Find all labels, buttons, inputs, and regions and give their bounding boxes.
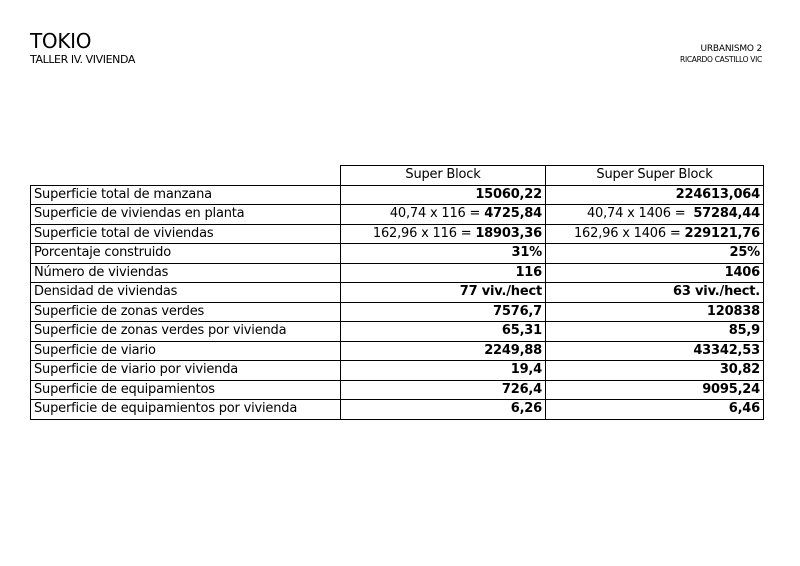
course-info	[680, 44, 762, 65]
table-row	[31, 205, 764, 225]
super-super-block-value	[546, 341, 764, 361]
row-label: Porcentaje construido	[31, 244, 341, 264]
result-value: 726,4	[501, 381, 542, 397]
super-block-value	[341, 361, 546, 381]
table-row	[31, 263, 764, 283]
row-label: Superficie total de viviendas	[31, 224, 341, 244]
row-label: Superficie de viviendas en planta	[31, 205, 341, 225]
super-super-block-value	[546, 380, 764, 400]
super-block-value	[341, 244, 546, 264]
table-row	[31, 322, 764, 342]
result-value: 63 viv./hect.	[673, 284, 760, 300]
super-super-block-value	[546, 185, 764, 205]
formula-text: 162,96 x 116 =	[372, 225, 476, 241]
super-super-block-value	[546, 322, 764, 342]
result-value: 1406	[724, 264, 760, 280]
result-value: 65,31	[501, 323, 542, 339]
row-label: Superficie de equipamientos por vivienda	[31, 400, 341, 420]
result-value: 6,46	[728, 401, 760, 417]
table-row	[31, 380, 764, 400]
formula-text: 162,96 x 1406 =	[573, 225, 685, 241]
author-name: RICARDO CASTILLO VIC	[680, 55, 762, 64]
row-label: Superficie de viario por vivienda	[31, 361, 341, 381]
result-value: 2249,88	[484, 342, 542, 358]
super-super-block-value	[546, 244, 764, 264]
page-subtitle: TALLER IV. VIVIENDA	[30, 53, 135, 66]
header-blank-cell	[31, 166, 341, 186]
row-label: Superficie de zonas verdes por vivienda	[31, 322, 341, 342]
super-super-block-value	[546, 224, 764, 244]
column-header-super-block: Super Block	[341, 166, 546, 186]
super-super-block-value	[546, 361, 764, 381]
super-block-value	[341, 185, 546, 205]
row-label: Superficie de equipamientos	[31, 380, 341, 400]
comparison-table	[30, 165, 764, 420]
super-block-value	[341, 380, 546, 400]
table-row	[31, 224, 764, 244]
row-label: Número de viviendas	[31, 263, 341, 283]
result-value: 6,26	[510, 401, 542, 417]
super-super-block-value	[546, 302, 764, 322]
result-value: 4725,84	[484, 206, 542, 222]
row-label: Densidad de viviendas	[31, 283, 341, 303]
table-row	[31, 361, 764, 381]
result-value: 19,4	[510, 362, 542, 378]
course-name: URBANISMO 2	[700, 44, 762, 54]
table-header-row	[31, 166, 764, 186]
result-value: 7576,7	[493, 303, 542, 319]
result-value: 30,82	[719, 362, 760, 378]
super-super-block-value	[546, 205, 764, 225]
row-label: Superficie de zonas verdes	[31, 302, 341, 322]
result-value: 15060,22	[475, 186, 542, 202]
result-value: 120838	[706, 303, 760, 319]
table-row	[31, 400, 764, 420]
result-value: 229121,76	[684, 225, 760, 241]
result-value: 25%	[729, 245, 760, 261]
super-block-value	[341, 263, 546, 283]
formula-text: 40,74 x 1406 =	[586, 206, 694, 222]
row-label: Superficie total de manzana	[31, 185, 341, 205]
super-block-value	[341, 224, 546, 244]
table-row	[31, 283, 764, 303]
table-row	[31, 244, 764, 264]
super-super-block-value	[546, 263, 764, 283]
table-row	[31, 185, 764, 205]
table-row	[31, 341, 764, 361]
result-value: 31%	[511, 245, 542, 261]
row-label: Superficie de viario	[31, 341, 341, 361]
super-super-block-value	[546, 400, 764, 420]
result-value: 57284,44	[693, 206, 760, 222]
super-block-value	[341, 205, 546, 225]
super-block-value	[341, 302, 546, 322]
result-value: 224613,064	[675, 186, 760, 202]
result-value: 85,9	[728, 323, 760, 339]
super-block-value	[341, 283, 546, 303]
table-body	[31, 185, 764, 419]
result-value: 77 viv./hect	[459, 284, 542, 300]
result-value: 18903,36	[475, 225, 542, 241]
super-block-value	[341, 322, 546, 342]
super-block-value	[341, 341, 546, 361]
result-value: 9095,24	[702, 381, 760, 397]
super-block-value	[341, 400, 546, 420]
page-title: TOKIO	[30, 29, 92, 53]
column-header-super-super-block: Super Super Block	[546, 166, 764, 186]
table-row	[31, 302, 764, 322]
formula-text: 40,74 x 116 =	[389, 206, 485, 222]
result-value: 116	[515, 264, 542, 280]
result-value: 43342,53	[693, 342, 760, 358]
super-super-block-value	[546, 283, 764, 303]
